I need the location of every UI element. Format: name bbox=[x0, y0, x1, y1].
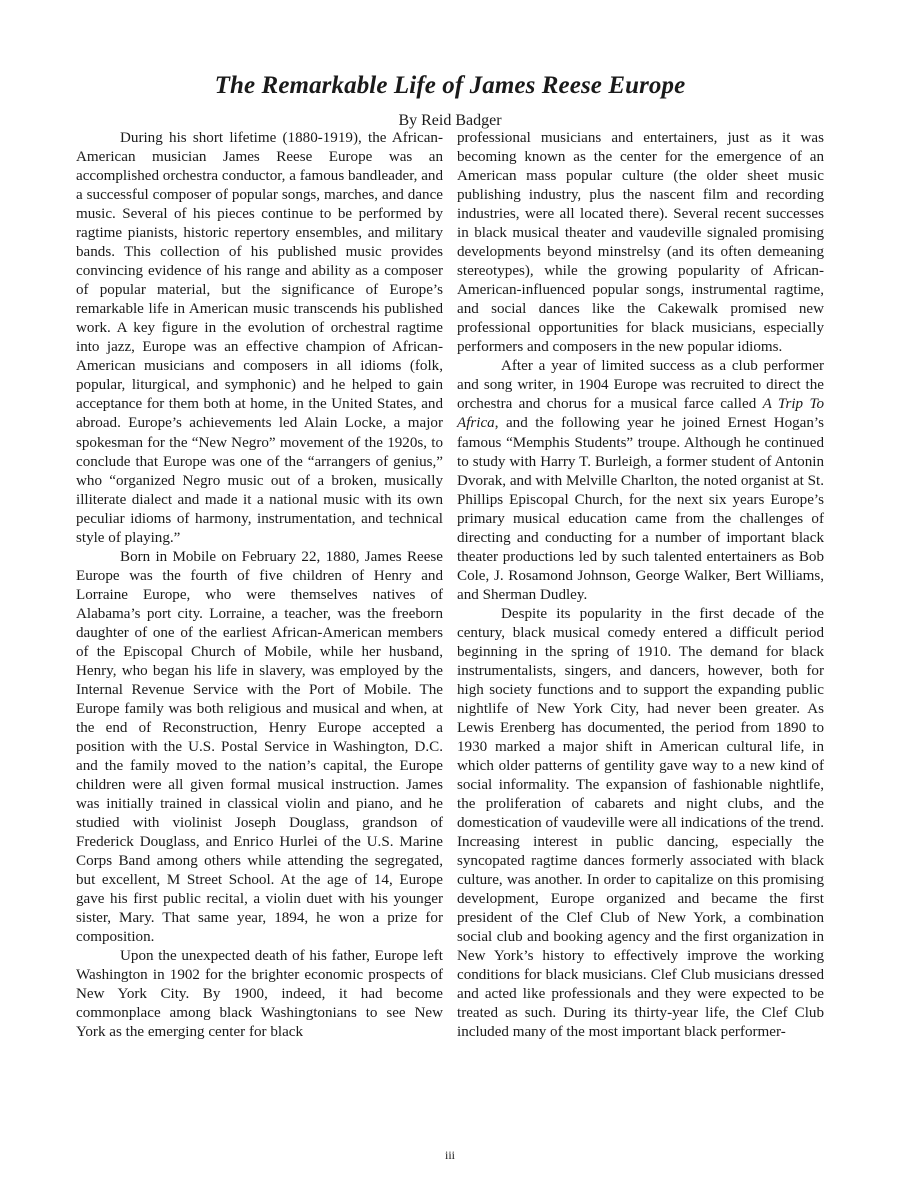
paragraph-clef-club: Despite its popularity in the first decade of the century, black musical comedy entered a difficult period beginning in the spring of 1910. The demand for black instrumentalists, singers, and dancers, however, both for high society functions and to support the expanding public nightlife of New York City, had never been greater. As Lewis Erenberg has documented, the period from 1890 to 1930 marked a major shift in American cultural life, in which older patterns of gentility gave way to a new kind of social informality. The expansion of fashionable nightlife, the proliferation of cabarets and night clubs, and the domestication of vaudeville were all indications of the trend. Increasing interest in public dancing, especially the syncopated ragtime dances formerly associated with black culture, was another. In order to capitalize on this promising development, Europe organized and became the first president of the Clef Club of New York, a combination social club and booking agency and the first organization in New York’s history to effectively improve the working conditions for black musicians. Clef Club musicians dressed and acted like professionals and they were expected to be treated as such. During its thirty-year life, the Clef Club included many of the most important black performer- bbox=[457, 605, 824, 1041]
paragraph-continuation: professional musicians and entertainers, just as it was becoming known as the center for the emergence of an American mass popular culture (the older sheet music publishing industry, plus the nascent film and recording industries, were all located there). Several recent successes in black musical theater and vaudeville signaled promising developments beyond minstrelsy (and its often demeaning stereotypes), while the growing popularity of African-American-influenced popular songs, instrumental ragtime, and social dances like the Cakewalk promised new professional opportunities for black musicians, especially performers and composers in the new popular idioms. bbox=[457, 130, 824, 356]
paragraph-early-career-start: After a year of limited success as a club performer and song writer, in 1904 Europe was recruited to direct the orchestra and chorus for a musical farce called bbox=[457, 358, 824, 413]
left-text-column bbox=[76, 129, 443, 1043]
right-text-column bbox=[457, 129, 824, 1043]
paragraph-early-career bbox=[457, 357, 824, 604]
article-byline: By Reid Badger bbox=[398, 112, 502, 129]
paragraph-early-life: Born in Mobile on February 22, 1880, James Reese Europe was the fourth of five children of Henry and Lorraine Europe, who were themselves natives of Alabama’s port city. Lorraine, a teacher, was the freeborn daughter of one of the earliest African-American members of the Episcopal Church of Mobile, while her husband, Henry, who began his life in slavery, was employed by the Internal Revenue Service with the Port of Mobile. The Europe family was both religious and musical and when, at the end of Reconstruction, Henry Europe accepted a position with the U.S. Postal Service in Washington, D.C. and the family moved to the nation’s capital, the Europe children were all given formal musical instruction. James was initially trained in classical violin and piano, and he studied with violinist Joseph Douglass, grandson of Frederick Douglass, and Enrico Hurlei of the U.S. Marine Corps Band among others while attending the segregated, but excellent, M Street School. At the age of 14, Europe gave his first public recital, a violin duet with his younger sister, Mary. That same year, 1894, he won a prize for composition. bbox=[76, 548, 443, 946]
article-title: The Remarkable Life of James Reese Europe bbox=[214, 72, 686, 99]
page-number: iii bbox=[444, 1148, 455, 1162]
show-title-a-trip-to-africa: A Trip To Africa bbox=[457, 396, 824, 432]
paragraph-intro: During his short lifetime (1880-1919), the African-American musician James Reese Europe was an accomplished orchestra conductor, a famous bandleader, and a successful composer of popular songs, marches, and dance music. Several of his pieces continue to be performed by ragtime pianists, historic repertory ensembles, and military bands. This collection of his published music provides convincing evidence of his range and ability as a composer of popular material, but the significance of Europe’s remarkable life in American music transcends his published work. A key figure in the evolution of orchestral ragtime into jazz, Europe was an effective champion of African-American musicians and composers in all idioms (folk, popular, liturgical, and symphonic) and he helped to gain acceptance for them both at home, in the United States, and abroad. Europe’s achievements led Alain Locke, a major spokesman for the “New Negro” movement of the 1920s, to conclude that Europe was one of the “arrangers of genius,” who “organized Negro music out of a broken, musically illiterate dialect and made it a national music with its own peculiar idioms of harmony, instrumentation, and technical style of playing.” bbox=[76, 130, 443, 546]
paragraph-move-to-new-york: Upon the unexpected death of his father, Europe left Washington in 1902 for the brighter economic prospects of New York City. By 1900, indeed, it had become commonplace among black Washingtonians to see New York as the emerging center for black bbox=[76, 948, 443, 1041]
paragraph-early-career-end: , and the following year he joined Ernest Hogan’s famous “Memphis Students” troupe. Although he continued to study with Harry T. Burleigh, a former student of Antonin Dvorak, and with Melville Charlton, the noted organist at St. Phillips Episcopal Church, for the next six years Europe’s primary musical education came from the challenges of directing and conducting for a number of important black theater productions led by such talented entertainers as Bob Cole, J. Rosamond Johnson, George Walker, Bert Williams, and Sherman Dudley. bbox=[457, 415, 824, 603]
